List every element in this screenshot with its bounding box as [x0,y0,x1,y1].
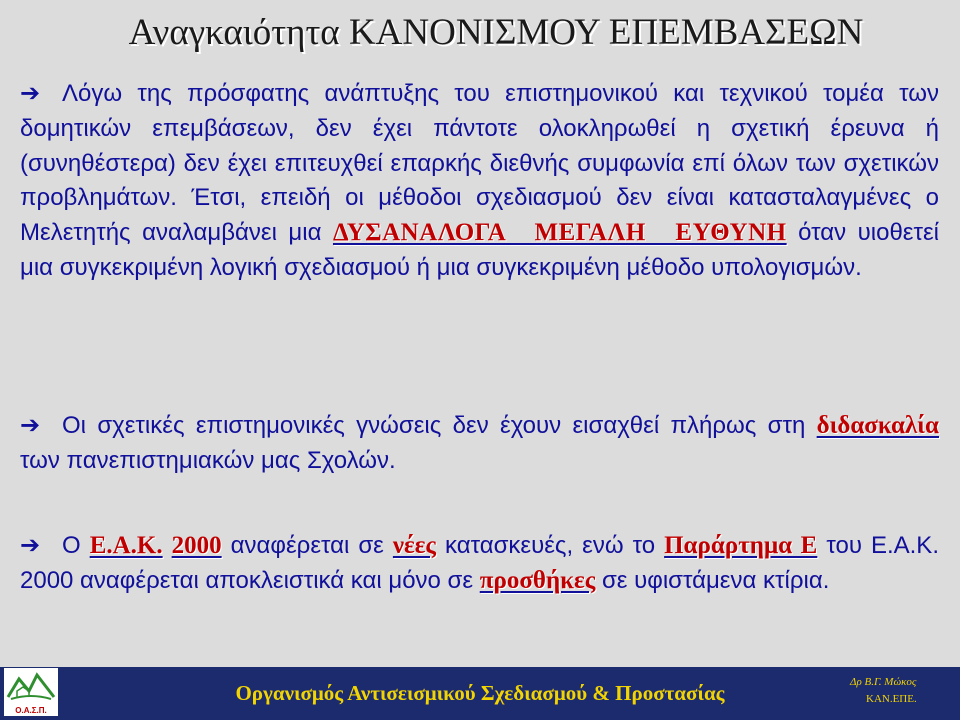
paragraph-3-text-6: σε υφιστάμενα κτίρια. [595,566,830,594]
bullet-paragraph-2 [20,408,939,479]
paragraph-2-text-start: Οι σχετικές επιστημονικές γνώσεις δεν έχουν εισαχθεί πλήρως στη [62,412,817,439]
paragraph-3-text-5: του Ε.Α.Κ. 2000 αναφέρεται αποκλειστικά και μόνο σε [20,532,939,594]
paragraph-3-highlight-new: νέες [392,532,436,559]
paragraph-3-text-2 [163,532,172,559]
paragraph-2-highlight: διδασκαλία [816,412,939,439]
footer-organization: Οργανισμός Αντισεισμικού Σχεδιασμού & Προστασίας [235,681,725,705]
paragraph-1-text-start: Λόγω της πρόσφατης ανάπτυξης του επιστημονικού και τεχνικού τομέα των δομητικών επεμβάσεων, δεν έχει πάντοτε ολοκληρωθεί η σχετική έρευνα ή (συνηθέστερα) δεν έχει επιτευχθεί επαρκής διεθνής συμφωνία επί όλων των σχετικών προβλημάτων. Έτσι, επειδή οι μέθοδοι σχεδιασμού δεν είναι κατασταλαγμένες ο Μελετητής αναλαμβάνει μια [20,80,939,247]
right-arrow-icon: ➔ [20,531,41,559]
footer-department: ΚΑΝ.ΕΠΕ. [866,693,917,705]
bullet-paragraph-1 [20,76,939,286]
paragraph-3-highlight-additions: προσθήκες [479,566,596,594]
right-arrow-icon: ➔ [20,79,41,107]
bullet-paragraph-3 [20,528,939,599]
paragraph-3-highlight-eak: Ε.Α.Κ. [89,532,163,559]
right-arrow-icon: ➔ [20,411,41,439]
slide-title: Αναγκαιότητα ΚΑΝΟΝΙΣΜΟΥ ΕΠΕΜΒΑΣΕΩΝ [128,12,864,53]
paragraph-3-text-3: αναφέρεται σε [221,532,393,559]
logo-text: Ο.Α.Σ.Π. [15,706,47,715]
paragraph-1-text-end: όταν υιοθετεί μια συγκεκριμένη λογική σχεδιασμού ή μια συγκεκριμένη μέθοδο υπολογισμών. [20,219,940,281]
paragraph-3-text-1: Ο [62,532,90,559]
paragraph-3-highlight-year: 2000 [171,532,222,559]
footer-author: Δρ Β.Γ. Μώκος [850,676,917,688]
paragraph-1-highlight: ΔΥΣΑΝΑΛΟΓΑ ΜΕΓΑΛΗ ΕΥΘΥΝΗ [332,219,787,247]
paragraph-3-highlight-appendix: Παράρτημα Ε [664,532,818,559]
paragraph-2-text-end: των πανεπιστημιακών μας Σχολών. [20,446,396,474]
paragraph-3-text-4: κατασκευές, ενώ το [435,532,665,559]
